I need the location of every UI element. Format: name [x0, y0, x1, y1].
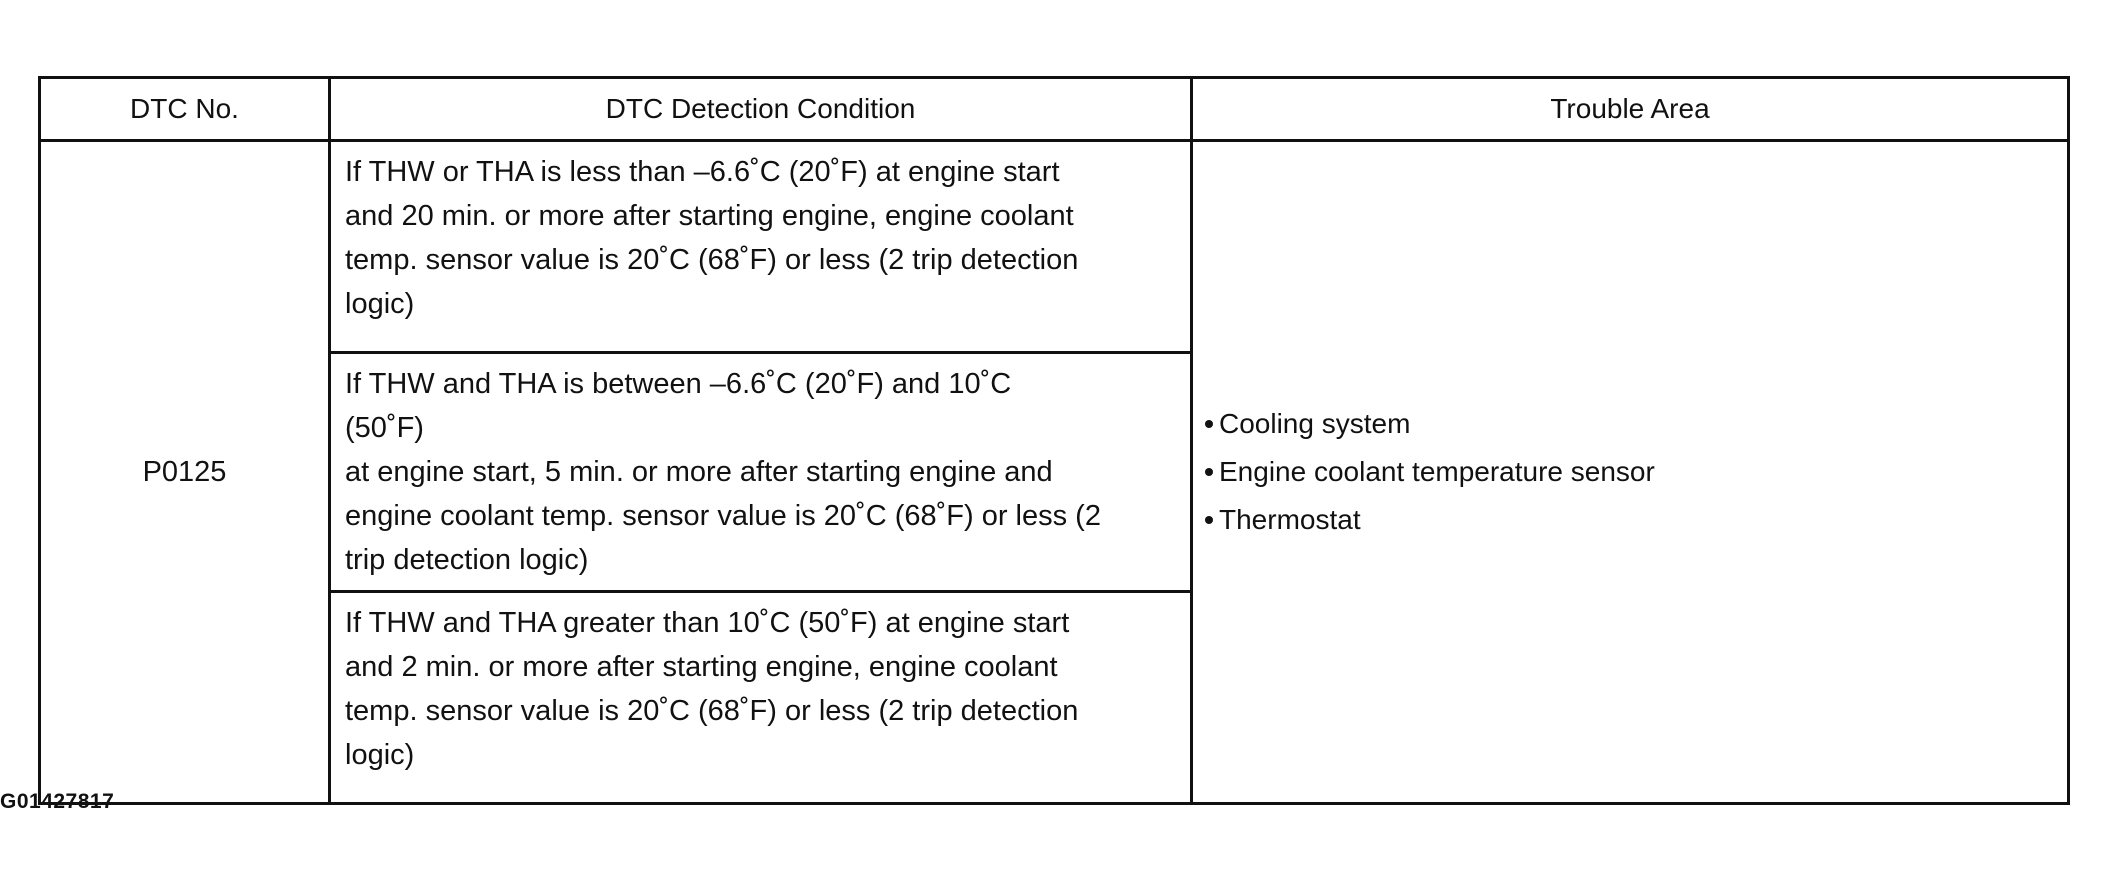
condition-line: and 20 min. or more after starting engine, engine coolant	[345, 200, 1074, 232]
list-item	[1203, 496, 2067, 544]
header-detection-condition: DTC Detection Condition	[330, 78, 1192, 141]
condition-line: (50˚F)	[345, 412, 424, 444]
condition-line: If THW or THA is less than –6.6˚C (20˚F) at engine start	[345, 156, 1060, 188]
condition-cell-3	[330, 592, 1192, 804]
bullet-icon	[1205, 516, 1213, 524]
header-trouble-area: Trouble Area	[1192, 78, 2069, 141]
dtc-code-cell: P0125	[40, 141, 330, 804]
condition-line: If THW and THA greater than 10˚C (50˚F) at engine start	[345, 607, 1070, 639]
list-item	[1203, 448, 2067, 496]
dtc-table	[38, 76, 2070, 805]
list-item	[1203, 400, 2067, 448]
condition-line: temp. sensor value is 20˚C (68˚F) or less (2 trip detection	[345, 244, 1079, 276]
header-dtc-no: DTC No.	[40, 78, 330, 141]
condition-line: engine coolant temp. sensor value is 20˚C (68˚F) or less (2	[345, 500, 1101, 532]
condition-line: temp. sensor value is 20˚C (68˚F) or less (2 trip detection	[345, 695, 1079, 727]
figure-code: G01427817	[0, 790, 115, 813]
condition-cell-2	[330, 353, 1192, 592]
bullet-icon	[1205, 420, 1213, 428]
condition-line: and 2 min. or more after starting engine, engine coolant	[345, 651, 1058, 683]
trouble-area-label: Engine coolant temperature sensor	[1219, 456, 1655, 487]
bullet-icon	[1205, 468, 1213, 476]
condition-cell-1	[330, 141, 1192, 353]
condition-line: trip detection logic)	[345, 544, 589, 576]
condition-line: logic)	[345, 739, 415, 771]
trouble-area-label: Cooling system	[1219, 408, 1411, 439]
table-row	[40, 141, 2069, 353]
trouble-area-label: Thermostat	[1219, 504, 1361, 535]
condition-line: If THW and THA is between –6.6˚C (20˚F) and 10˚C	[345, 368, 1012, 400]
header-row	[40, 78, 2069, 141]
trouble-area-list	[1203, 400, 2067, 544]
trouble-area-cell	[1192, 141, 2069, 804]
condition-line: at engine start, 5 min. or more after starting engine and	[345, 456, 1053, 488]
condition-line: logic)	[345, 288, 415, 320]
